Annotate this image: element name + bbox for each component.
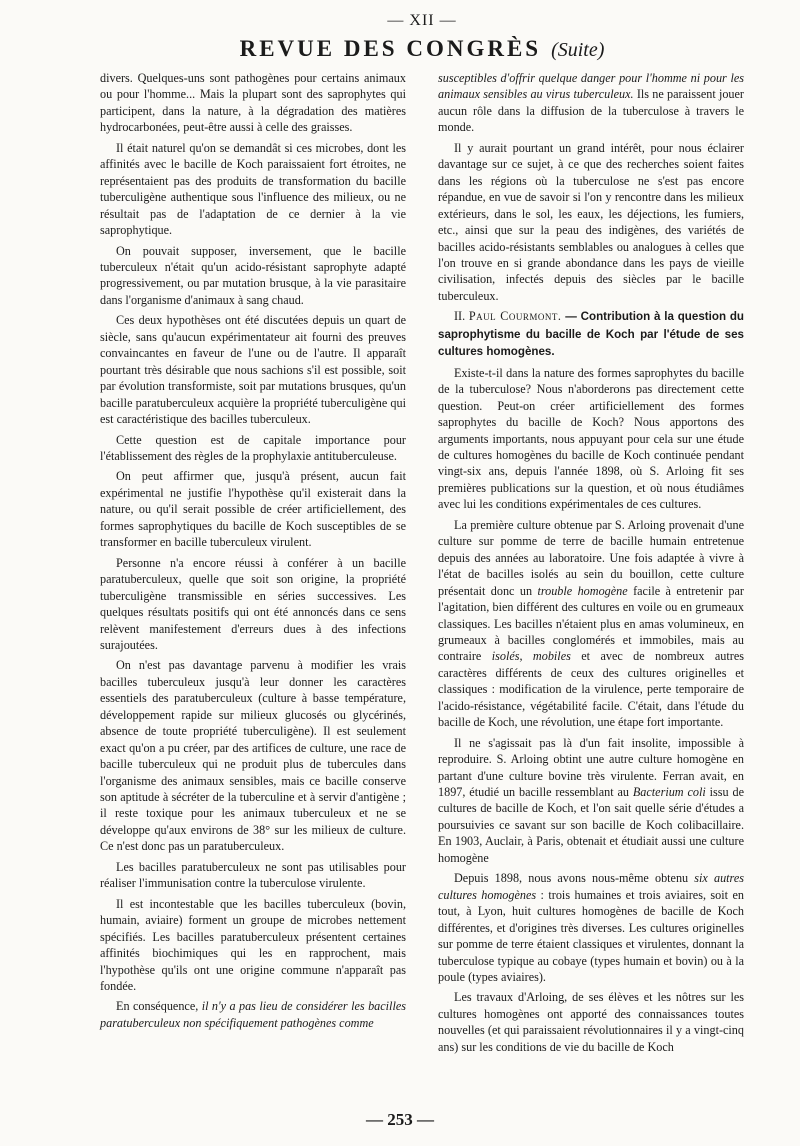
running-header [100,36,744,70]
roman-folio: — XII — [387,12,457,29]
paragraph: Existe-t-il dans la nature des formes saprophytes du bacille de la tuberculose? Nous n'aborderons pas directement cette question. Peut-on créer artificiellement des formes saprophytes du bacille de Koch? Nous apportons des arguments importants, nous appuyant pour cela sur une étude de cultures homogènes du bacille de Koch continuée pendant vingt-six ans, depuis l'année 1898, où S. Arloing fit ses premières publications sur la question, et où nous étudiâmes avec lui les conditions expérimentales de ces cultures. [438,365,744,512]
header-suite: (Suite) [551,39,605,61]
paragraph: Il y aurait pourtant un grand intérêt, pour nous éclairer davantage sur ce sujet, à ce que des recherches soient faites dans les régions où la tuberculose ne s'est pas encore répandue, en vue de savoir si l'on y rencontre dans les milieux extérieurs, dans le sol, les eaux, les déjections, les fumiers, etc., ainsi que sur la peau des indigènes, des variétés de bacilles acido-résistants semblables ou analogues à celles que l'on trouve en si grande abondance dans les pays de vieille civilisation, infectés depuis des siècles par le bacille tuberculeux. [438,140,744,303]
paragraph: On n'est pas davantage parvenu à modifier les vrais bacilles tuberculeux jusqu'à leur donner les caractères essentiels des paratuberculeux (culture à basse température, développement rapide sur milieux glucosés ou glycérinés, absence de toute propriété tuberculigène). Il est seulement exact qu'on a pu créer, par des artifices de culture, une race de bacille tuberculeux qui ne produit plus de tubercules dans l'organisme des animaux sensibles, mais ce bacille conserve son aptitude à sécréter de la tuberculine et à servir d'antigène ; il reste toxique pour les animaux tuberculeux et ne se développe qu'aux environs de 38° sur les milieux de culture. Ce n'est donc pas un paratuberculeux. [100,658,406,854]
heading-title: — Contribution à la question du saprophytisme du bacille de Koch par l'étude de ses cultures homogènes. [438,310,745,359]
paragraph: divers. Quelques-uns sont pathogènes pour certains animaux ou pour l'homme... Mais la plupart sont des saprophytes qui participent, dans la nature, à la dégradation des matières hydrocarbonées, peut-être aussi à celle des graisses. [100,71,406,135]
italic-term: isolés, mobiles [491,649,571,664]
section-heading [438,308,744,360]
paragraph: On pouvait supposer, inversement, que le bacille tuberculeux n'était qu'un acido-résistant saprophyte adapté progressivement, ou par mutation brusque, à la vie parasitaire dans l'organisme d'animaux à sang chaud. [100,243,406,307]
header-title: REVUE DES CONGRÈS [239,36,542,61]
paragraph: Il est incontestable que les bacilles tuberculeux (bovin, humain, aviaire) forment un groupe de microbes nettement spécifiés. Les bacilles paratuberculeux présentent certaines affinités biochimiques qui les en rapprochent, mais l'hypothèse qu'ils ont une origine commune n'apparaît pas fondée. [100,896,406,994]
italic-term: six autres cultures homogènes [438,871,744,902]
paragraph: Ces deux hypothèses ont été discutées depuis un quart de siècle, sans qu'aucun expérimentateur ait fourni des preuves convaincantes en faveur de l'une ou de l'autre. Il apparaît pourtant très désirable que nous sachions s'il est possible, soit par évolution transformiste, soit par mutations brusques, qu'un bacille paratuberculeux acquière la propriété tuberculigène qui est caractéristique des bacilles tuberculeux. [100,313,406,427]
paragraph [438,735,744,867]
paragraph-text: et avec de nombreux autres caractères différents de ceux des cultures originelles et classiques : modification de la virulence, perte temporaire de l'acido-résistance, végétabilité facile. C'était, dans l'étude du bacille de Koch, une révolution, une étape fort importante. [438,649,744,730]
paragraph-lead: En conséquence, [116,999,202,1014]
paragraph-text: issu de cultures de bacille de Koch, et l'on sait quelle série d'études a poursuivies ce savant sur son bacille de Koch colibacillaire. En 1903, Auclair, à Paris, obtenait et étudiait aussi une culture homogène [438,785,744,865]
paragraph-text: Ils ne paraissent jouer aucun rôle dans la diffusion de la tuberculose à travers le monde. [438,87,744,135]
paragraph: Les travaux d'Arloing, de ses élèves et les nôtres sur les cultures homogènes ont apporté des connaissances toutes nouvelles (et qui paraissaient révolutionnaires il y a vingt-cinq ans) sur les conditions de vie du bacille de Koch [438,990,744,1054]
paragraph-text: Il ne s'agissait pas là d'un fait insolite, impossible à reproduire. S. Arloing obtint une autre culture homogène en partant d'une culture bovine très virulente. Ferran avait, en 1897, étudié un bacille ressemblant au [438,735,744,800]
paragraph: Cette question est de capitale importance pour l'établissement des règles de la prophylaxie antituberculeuse. [100,432,406,463]
two-column-body [100,70,744,1059]
left-column [100,70,406,1059]
paragraph [100,998,406,1031]
paragraph: Les bacilles paratuberculeux ne sont pas utilisables pour réaliser l'immunisation contre la tuberculose virulente. [100,859,406,891]
paragraph-text: Depuis 1898, nous avons nous-même obtenu [454,871,695,886]
right-column [438,70,744,1059]
heading-number: II. [454,309,469,324]
italic-term: Bacterium coli [632,785,706,800]
italic-continuation: susceptibles d'offrir quelque danger pour l'homme ni pour les animaux sensibles au virus tuberculeux. [438,71,744,102]
paragraph [438,517,744,731]
heading-author: Paul Courmont. [468,309,562,324]
italic-term: trouble homogène [537,583,628,598]
page-number: — 253 — [366,1110,434,1129]
paragraph: Il était naturel qu'on se demandât si ces microbes, dont les affinités avec le bacille de Koch paraissaient fort étroites, ne représentaient pas des produits de transformation du bacille tuberculigène authentique sous l'influence des milieux, ou ne résultait pas de l'adaptation de ce dernier à la vie saprophytique. [100,140,406,238]
italic-conclusion: il n'y a pas lieu de considérer les bacilles paratuberculeux non spécifiquement pathogènes comme [100,999,406,1030]
paragraph: Personne n'a encore réussi à conférer à un bacille paratuberculeux, quelle que soit son origine, la propriété tuberculigène transmissible en séries successives. Les quelques résultats positifs qui ont été annoncés dans ce sens relèvent manifestement d'erreurs dues à des infections surajoutées. [100,555,406,652]
paragraph: On peut affirmer que, jusqu'à présent, aucun fait expérimental ne justifie l'hypothèse qu'il existerait dans la nature, ou qu'il serait possible de créer artificiellement, des formes saprophytiques du bacille de Koch susceptibles de se transformer en bacille tuberculeux virulent. [100,469,406,550]
paragraph [438,70,744,136]
paragraph-text: : trois humaines et trois aviaires, soit en tout, à Lyon, huit cultures homogènes de bacille de Koch différentes, et d'origines très diverses. Les cultures originelles sur pomme de terre étaient classiques et virulentes, donnant la tuberculose typique au cobaye (types humain et bovin) ou à la poule (types aviaires). [438,887,744,985]
paragraph-text: La première culture obtenue par S. Arloing provenait d'une culture sur pomme de terre de bacille humain entretenue depuis des années au laboratoire. Une fois adaptée à vivre à l'état de bacilles isolés au sein du bouillon, cette culture présentait donc un [438,517,744,598]
paragraph [438,870,744,985]
paragraph-text: facile à entretenir par l'agitation, bien différent des cultures en voile ou en grumeaux classiques. Les bacilles n'étaient plus en amas volumineux, en grumeaux à bacilles conglomérés et immobiles, mais au contraire [438,583,744,664]
